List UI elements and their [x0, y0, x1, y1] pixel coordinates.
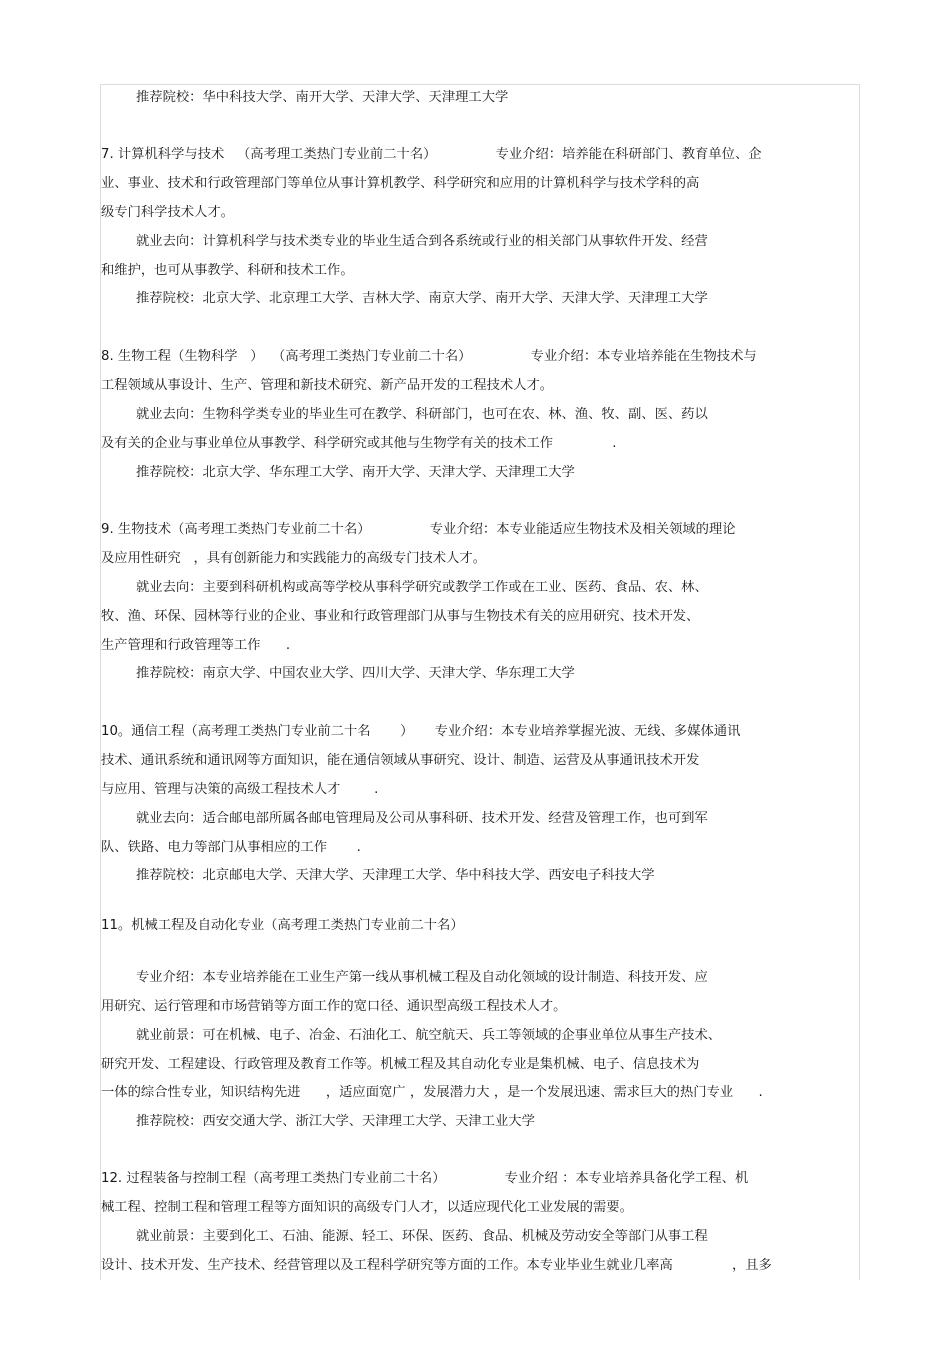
major-10-employment: 就业去向：适合邮电部所属各邮电管理局及公司从事科研、技术开发、经营及管理工作，也可到军: [136, 811, 708, 826]
major-9-employment: 就业去向：主要到科研机构或高等学校从事科学研究或教学工作或在工业、医药、食品、农、林、: [136, 580, 708, 595]
major-8-employment: 及有关的企业与事业单位从事教学、科学研究或其他与生物学有关的技术工作 .: [101, 436, 617, 451]
major-8-intro: 工程领域从事设计、生产、管理和新技术研究、新产品开发的工程技术人才。: [101, 378, 554, 393]
major-7-recommended-schools: 推荐院校：北京大学、北京理工大学、吉林大学、南京大学、南开大学、天津大学、天津理工大学: [136, 291, 708, 306]
major-7-intro: 业、事业、技术和行政管理部门等单位从事计算机教学、科学研究和应用的计算机科学与技术学科的高: [101, 176, 700, 191]
major-7-employment: 和维护，也可从事教学、科研和技术工作。: [101, 263, 354, 278]
major-10-intro: 技术、通讯系统和通讯网等方面知识，能在通信领域从事研究、设计、制造、运营及从事通讯技术开发: [101, 753, 700, 768]
recommended-schools-6: 推荐院校：华中科技大学、南开大学、天津大学、天津理工大学: [136, 90, 509, 105]
major-12-prospects: 设计、技术开发、生产技术、经营管理以及工程科学研究等方面的工作。本专业毕业生就业几率高 ，且多: [101, 1258, 772, 1273]
major-11-intro: 专业介绍：本专业培养能在工业生产第一线从事机械工程及自动化领域的设计制造、科技开发、应: [136, 970, 708, 985]
major-7-heading: 7. 计算机科学与技术 （高考理工类热门专业前二十名） 专业介绍：培养能在科研部门、教育单位、企: [101, 147, 762, 162]
major-9-employment: 生产管理和行政管理等工作 .: [101, 638, 291, 653]
major-9-recommended-schools: 推荐院校：南京大学、中国农业大学、四川大学、天津大学、华东理工大学: [136, 666, 575, 681]
major-7-intro: 级专门科学技术人才。: [101, 205, 234, 220]
major-12-prospects: 就业前景：主要到化工、石油、能源、轻工、环保、医药、食品、机械及劳动安全等部门从事工程: [136, 1229, 708, 1244]
major-12-heading: 12. 过程装备与控制工程（高考理工类热门专业前二十名） 专业介绍 ：本专业培养具备化学工程、机: [101, 1171, 749, 1186]
major-9-heading: 9. 生物技术（高考理工类热门专业前二十名） 专业介绍：本专业能适应生物技术及相关领域的理论: [101, 522, 736, 537]
major-10-recommended-schools: 推荐院校：北京邮电大学、天津大学、天津理工大学、华中科技大学、西安电子科技大学: [136, 868, 655, 883]
major-11-heading: 11。机械工程及自动化专业（高考理工类热门专业前二十名）: [101, 918, 464, 933]
page-frame-top: [100, 84, 859, 85]
major-12-intro: 械工程、控制工程和管理工程等方面知识的高级专门人才，以适应现代化工业发展的需要。: [101, 1200, 633, 1215]
major-9-intro: 及应用性研究 ，具有创新能力和实践能力的高级专门技术人才。: [101, 551, 486, 566]
major-11-recommended-schools: 推荐院校：西安交通大学、浙江大学、天津理工大学、天津工业大学: [136, 1114, 535, 1129]
major-8-recommended-schools: 推荐院校：北京大学、华东理工大学、南开大学、天津大学、天津理工大学: [136, 465, 575, 480]
major-9-employment: 牧、渔、环保、园林等行业的企业、事业和行政管理部门从事与生物技术有关的应用研究、技术开发、: [101, 609, 700, 624]
major-10-heading: 10。通信工程（高考理工类热门专业前二十名 ） 专业介绍：本专业培养掌握光波、无线、多媒体通讯: [101, 724, 741, 739]
major-11-prospects: 研究开发、工程建设、行政管理及教育工作等。机械工程及其自动化专业是集机械、电子、信息技术为: [101, 1057, 700, 1072]
page-frame-right: [859, 84, 860, 1280]
major-8-employment: 就业去向：生物科学类专业的毕业生可在教学、科研部门，也可在农、林、渔、牧、副、医、药以: [136, 407, 708, 422]
major-11-prospects: 就业前景：可在机械、电子、冶金、石油化工、航空航天、兵工等领域的企事业单位从事生产技术、: [136, 1028, 722, 1043]
major-10-intro: 与应用、管理与决策的高级工程技术人才 .: [101, 782, 379, 797]
major-11-prospects: 一体的综合性专业，知识结构先进 ，适应面宽广 ，发展潜力大 ，是一个发展迅速、需求巨大的热门专业 .: [101, 1085, 763, 1100]
major-7-employment: 就业去向：计算机科学与技术类专业的毕业生适合到各系统或行业的相关部门从事软件开发、经营: [136, 234, 708, 249]
major-8-heading: 8. 生物工程（生物科学 ） （高考理工类热门专业前二十名） 专业介绍：本专业培养能在生物技术与: [101, 349, 757, 364]
major-11-intro: 用研究、运行管理和市场营销等方面工作的宽口径、通识型高级工程技术人才。: [101, 999, 567, 1014]
major-10-employment: 队、铁路、电力等部门从事相应的工作 .: [101, 840, 361, 855]
